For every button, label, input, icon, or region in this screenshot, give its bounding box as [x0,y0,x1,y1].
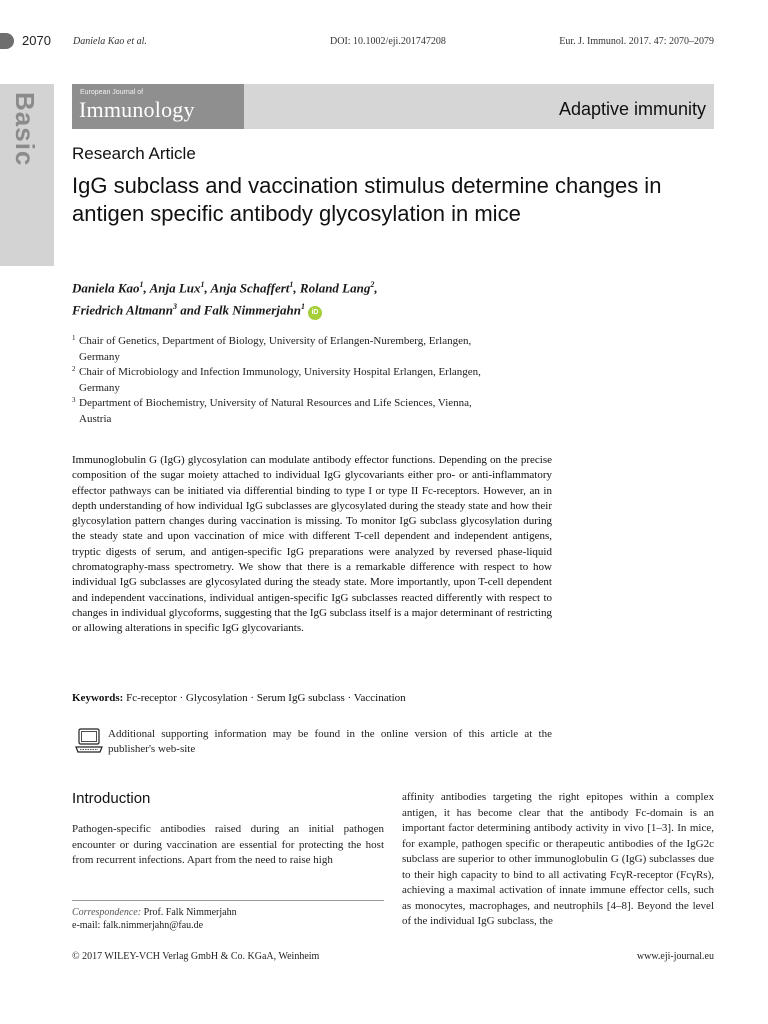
keywords [72,692,552,704]
side-tab-label: Basic [10,92,40,167]
author-affiliation-sup: 1 [300,302,305,312]
journal-logo-big-text: Immunology [79,97,195,122]
correspondence-name: Prof. Falk Nimmerjahn [143,907,237,918]
orcid-icon[interactable]: iD [308,306,322,320]
abstract: Immunoglobulin G (IgG) glycosylation can modulate antibody effector functions. Depending on the precise composition of the sugar moiety attached to individual IgG glycovariants either pro- or anti-inflammatory effector pathways can be initiated via differential binding to type I or type II Fc-receptors. However, an in depth understanding of how individual IgG subclasses are glycosylated during the steady state and how their glycosylation pattern changes during vaccination is missing. To monitor IgG subclass glycosylation during the steady state and upon vaccination of mice with different T-cell dependent and independent antigens, tryptic digests of serum, and antigen-specific IgG preparations were analyzed by reversed phase-liquid chromatography-mass spectrometry. We show that there is a remarkable difference with respect to how individual IgG subclasses are glycosylated during the steady state. More importantly, upon T-cell dependent and independent vaccinations, individual antigen-specific IgG subclasses reacted differently with respect to changes in individual glycoforms, suggesting that the IgG subclass itself is a major determinant of restricting or allowing alterations in specific IgG glycovariants. [72,454,552,635]
author-name[interactable]: Daniela Kao [72,280,140,296]
introduction-text-left: Pathogen-specific antibodies raised during an initial pathogen encounter or during vaccination are essential for protecting the host from recurrent infections. Apart from the need to raise high [72,823,384,866]
author-name[interactable]: Roland Lang [299,280,371,296]
page-number-tab [0,33,14,49]
section-label: Adaptive immunity [558,99,706,119]
affiliation-item [72,365,552,396]
affiliation-item [72,396,552,427]
author-separator: , [143,280,150,296]
author-affiliation-sup: 1 [200,280,205,289]
running-header-doi[interactable]: DOI: 10.1002/eji.201747208 [330,36,446,47]
running-header-citation: Eur. J. Immunol. 2017. 47: 2070–2079 [559,36,714,47]
footer-copyright: © 2017 WILEY-VCH Verlag GmbH & Co. KGaA, Weinheim [72,951,320,962]
affiliation-text-continued: Germany [79,350,120,363]
running-header-authors: Daniela Kao et al. [73,36,147,47]
author-separator: , [204,280,211,296]
keywords-label: Keywords: [72,692,124,704]
correspondence-email[interactable]: e-mail: falk.nimmerjahn@fau.de [72,919,204,931]
correspondence-block [72,907,237,932]
introduction-heading: Introduction [72,790,151,807]
page-number: 2070 [22,33,51,48]
affiliation-text: Department of Biochemistry, University of Natural Resources and Life Sciences, Vienna, [79,397,472,409]
author-affiliation-sup: 2 [370,280,375,289]
affiliation-list [72,334,552,427]
computer-icon [75,728,103,754]
author-affiliation-sup: 1 [289,280,294,289]
author-separator: and [177,302,204,318]
article-title: IgG subclass and vaccination stimulus determine changes in antigen specific antibody glycosylation in mice [72,173,662,226]
author-name[interactable]: Falk Nimmerjahn [203,302,301,318]
affiliation-text-continued: Austria [79,412,112,425]
affiliation-text-continued: Germany [79,381,120,394]
affiliation-text: Chair of Genetics, Department of Biology, University of Erlangen-Nuremberg, Erlangen, [79,335,472,347]
author-name[interactable]: Friedrich Altmann [72,302,174,318]
author-affiliation-sup: 3 [173,302,178,312]
author-separator: , [374,280,378,296]
affiliation-number: 1 [72,334,76,342]
affiliation-number: 2 [72,365,76,373]
journal-logo-small-text: European Journal of [80,89,144,96]
affiliation-number: 3 [72,396,76,404]
introduction-text-right: affinity antibodies targeting the right epitopes within a complex antigen, it has become clear that the antibody Fc-domain is an important factor determining antibody activity in vivo [1–3]. In mice, for example, pathogen specific or therapeutic antibodies of the IgG2c subclass are superior to other immunoglobulin G (IgG) subclasses due to their high capacity to bind to all activating FcγR-receptor (FcγRs), achieving a maximal activation of innate immune effector cells, such as monocytes, macrophages, and neutrophils [4–8]. Beyond the level of the individual IgG subclass, the [402,791,714,927]
affiliation-text: Chair of Microbiology and Infection Immunology, University Hospital Erlangen, Erlangen, [79,366,481,378]
article-type: Research Article [72,144,196,163]
affiliation-item [72,334,552,365]
correspondence-divider [72,900,384,901]
author-affiliation-sup: 1 [139,280,144,289]
author-separator: , [293,280,300,296]
journal-logo [72,84,244,129]
supplementary-info-text: Additional supporting information may be found in the online version of this article at the publisher's web-site [108,728,552,755]
keywords-list: Fc-receptor · Glycosylation · Serum IgG subclass · Vaccination [126,692,406,704]
author-list [72,275,632,320]
journal-banner [72,84,714,129]
correspondence-label: Correspondence: [72,907,142,918]
author-name[interactable]: Anja Schaffert [210,280,290,296]
footer-journal-url[interactable]: www.eji-journal.eu [636,951,714,962]
author-name[interactable]: Anja Lux [149,280,201,296]
